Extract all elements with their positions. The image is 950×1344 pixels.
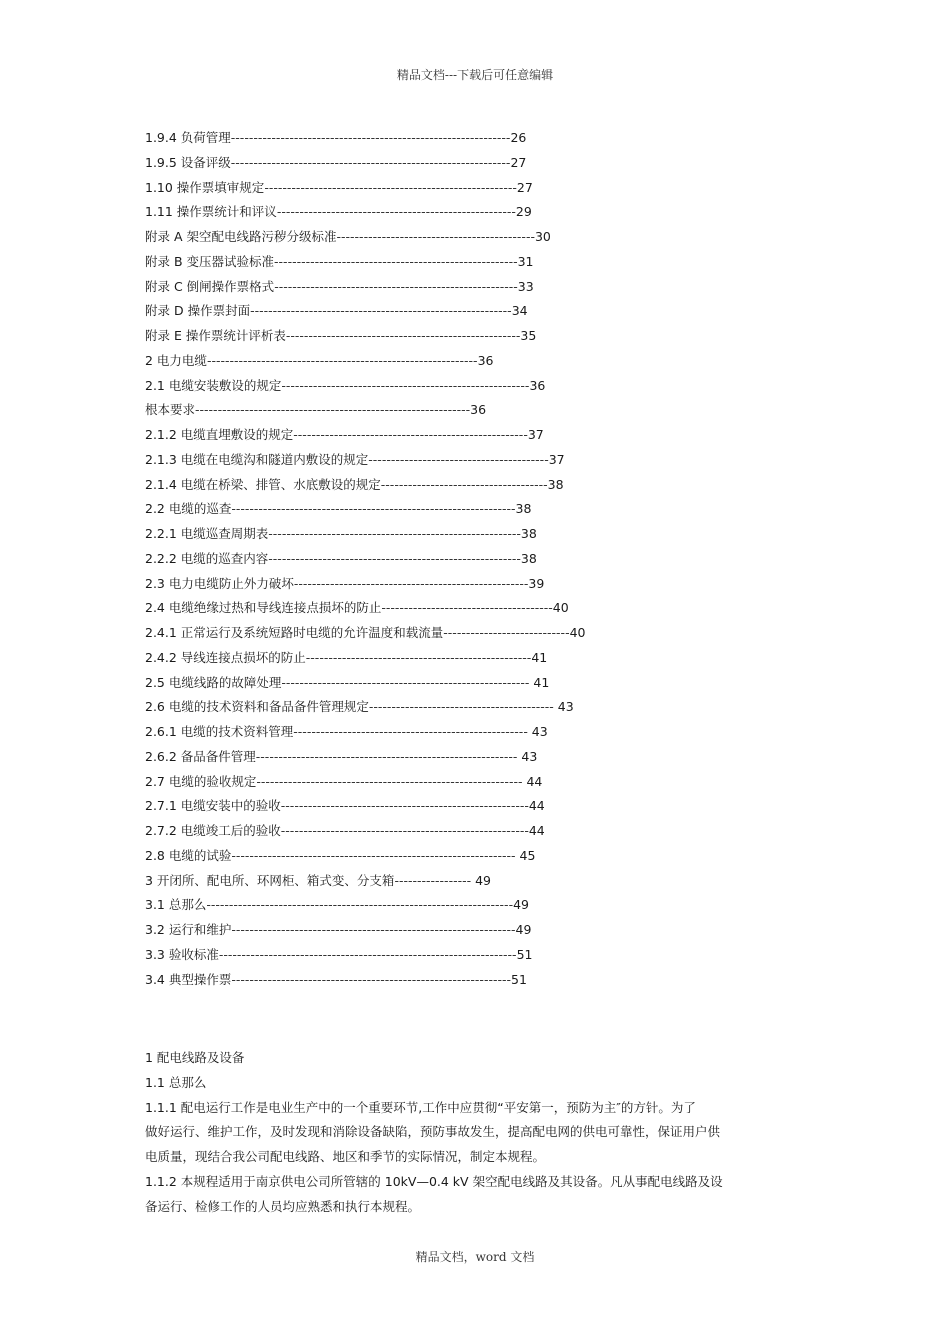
- toc-entry-page: 40: [552, 600, 569, 616]
- toc-entry-page: 43: [527, 724, 548, 739]
- toc-entry-page: 45: [515, 847, 536, 863]
- toc-entry-label: 2.7.2 电缆竣工后的验收: [145, 823, 281, 838]
- toc-entry: [145, 126, 745, 151]
- toc-entry-label: 3.1 总那么: [145, 897, 207, 913]
- toc-entry-label: 附录 A 架空配电线路污秽分级标准: [145, 229, 337, 244]
- toc-leader-dashes: --------------------------------------------------------------: [231, 971, 512, 987]
- toc-leader-dashes: ----------------------------: [443, 625, 570, 640]
- toc-entry-label: 1.9.4 负荷管理: [145, 130, 231, 145]
- page-footer: 精品文档，word 文档: [415, 1250, 535, 1264]
- toc-entry: [145, 844, 745, 869]
- toc-entry: [145, 794, 745, 819]
- toc-entry-label: 2.1.3 电缆在电缆沟和隧道内敷设的规定: [145, 451, 369, 467]
- toc-entry-page: 43: [553, 699, 574, 715]
- toc-entry: [145, 547, 745, 572]
- toc-entry-page: 49: [471, 872, 492, 888]
- toc-entry-page: 51: [511, 971, 527, 987]
- toc-entry-page: 44: [522, 773, 543, 789]
- toc-entry-page: 51: [516, 946, 533, 962]
- toc-entry: [145, 621, 745, 646]
- toc-entry-page: 36: [470, 402, 487, 418]
- toc-entry: [145, 893, 745, 918]
- toc-entry: [145, 374, 745, 399]
- toc-entry-label: 2.1 电缆安装敷设的规定: [145, 377, 282, 393]
- toc-leader-dashes: -------------------------------------------------------: [281, 377, 530, 393]
- toc-entry-page: 43: [517, 748, 538, 764]
- toc-entry-page: 31: [517, 253, 534, 269]
- toc-entry-label: 根本要求: [145, 402, 196, 418]
- toc-entry-page: 49: [513, 897, 529, 913]
- toc-entry-label: 2.4.2 导线连接点损坏的防止: [145, 649, 306, 665]
- toc-leader-dashes: ----------------------------------------------------: [285, 328, 521, 343]
- toc-leader-dashes: ------------------------------------------------------: [274, 253, 518, 269]
- toc-entry-label: 3 开闭所、配电所、环网柜、箱式变、分支箱: [145, 872, 395, 888]
- toc-leader-dashes: -----------------------------------------: [368, 699, 554, 715]
- toc-leader-dashes: --------------------------------------------------------: [264, 179, 517, 195]
- toc-entry-label: 1.11 操作票统计和评议: [145, 204, 277, 220]
- toc-entry-page: 27: [516, 179, 533, 195]
- toc-leader-dashes: -------------------------------------------------------: [280, 798, 529, 814]
- toc-leader-dashes: -----------------------------------------------------------: [256, 773, 523, 789]
- body-line: 备运行、检修工作的人员均应熟悉和执行本规程。: [145, 1198, 421, 1214]
- toc-entry: [145, 819, 745, 844]
- toc-entry-page: 39: [528, 575, 545, 591]
- toc-entry-page: 38: [520, 550, 537, 566]
- toc-leader-dashes: --------------------------------------: [381, 600, 553, 616]
- toc-leader-dashes: --------------------------------------------------------: [268, 550, 521, 566]
- toc-entry-page: 38: [520, 526, 537, 541]
- body-line: 1.1.2 本规程适用于南京供电公司所管辖的 10kV—0.4 kV 架空配电线路及其设备。凡从事配电线路及设: [145, 1173, 723, 1189]
- toc-entry: [145, 671, 745, 696]
- page-header: 精品文档---下载后可任意编辑: [396, 68, 554, 82]
- toc-entry: [145, 423, 745, 448]
- toc-entry-page: 38: [547, 476, 564, 492]
- toc-entry: [145, 745, 745, 770]
- toc-leader-dashes: --------------------------------------------------: [305, 649, 532, 665]
- toc-entry-label: 2.8 电缆的试验: [145, 847, 232, 863]
- toc-leader-dashes: ---------------------------------------------------------------: [231, 847, 516, 863]
- toc-entry-label: 3.2 运行和维护: [145, 922, 232, 937]
- toc-entry-label: 1.10 操作票填审规定: [145, 179, 265, 195]
- toc-entry-label: 2.6 电缆的技术资料和备品备件管理规定: [145, 699, 369, 715]
- toc-entry-label: 2.1.2 电缆直埋敷设的规定: [145, 427, 294, 442]
- toc-leader-dashes: ---------------------------------------------------------------: [231, 501, 516, 517]
- toc-entry-label: 2.4.1 正常运行及系统短路时电缆的允许温度和载流量: [145, 625, 444, 640]
- toc-leader-dashes: ------------------------------------------------------: [274, 278, 518, 294]
- toc-entry-page: 49: [515, 922, 532, 937]
- toc-leader-dashes: --------------------------------------------------------------: [230, 154, 511, 170]
- toc-leader-dashes: ------------------------------------------------------------: [206, 352, 478, 368]
- toc-entry-page: 36: [529, 377, 546, 393]
- toc-leader-dashes: -------------------------------------------------------: [280, 823, 529, 838]
- toc-leader-dashes: ------------------------------------------------------------------: [218, 946, 517, 962]
- toc-entry: [145, 943, 745, 968]
- toc-entry-label: 2.5 电缆线路的故障处理: [145, 674, 282, 690]
- toc-entry-label: 2.6.2 备品备件管理: [145, 748, 256, 764]
- toc-leader-dashes: --------------------------------------------------------------------: [206, 897, 514, 913]
- toc-entry: [145, 448, 745, 473]
- toc-leader-dashes: ----------------------------------------------------: [293, 427, 528, 442]
- toc-entry: [145, 596, 745, 621]
- toc-leader-dashes: --------------------------------------------------------------: [230, 130, 511, 145]
- toc-entry-page: 37: [548, 451, 565, 467]
- toc-entry-label: 2.7.1 电缆安装中的验收: [145, 798, 281, 814]
- toc-entry-page: 41: [531, 649, 548, 665]
- toc-leader-dashes: ----------------------------------------------------: [293, 575, 529, 591]
- body-line: 1.1.1 配电运行工作是电业生产中的一个重要环节,工作中应贯彻“平安第一，预防为主″的方针。为了: [145, 1099, 696, 1115]
- toc-entry: [145, 275, 745, 300]
- toc-entry-label: 2.4 电缆绝缘过热和导线连接点损坏的防止: [145, 600, 382, 616]
- toc-entry-page: 34: [511, 303, 528, 319]
- body-line: 1 配电线路及设备: [145, 1050, 245, 1065]
- toc-entry: [145, 968, 745, 993]
- toc-entry-page: 44: [528, 798, 545, 814]
- table-of-contents: [145, 126, 745, 992]
- toc-entry-page: 36: [477, 352, 494, 368]
- toc-entry-label: 3.4 典型操作票: [145, 971, 232, 987]
- body-line: 电质量，现结合我公司配电线路、地区和季节的实际情况，制定本规程。: [145, 1149, 546, 1164]
- toc-entry-label: 附录 D 操作票封面: [145, 303, 251, 319]
- toc-leader-dashes: --------------------------------------------------------: [268, 526, 521, 541]
- toc-entry: [145, 151, 745, 176]
- toc-entry-page: 29: [515, 204, 532, 220]
- toc-entry: [145, 324, 745, 349]
- toc-entry-page: 38: [515, 501, 532, 517]
- toc-entry-page: 33: [517, 278, 534, 294]
- toc-entry-label: 2.2 电缆的巡查: [145, 501, 232, 517]
- toc-entry-label: 1.9.5 设备评级: [145, 154, 231, 170]
- toc-entry: [145, 398, 745, 423]
- toc-leader-dashes: ----------------------------------------: [368, 451, 549, 467]
- toc-entry-label: 2.1.4 电缆在桥梁、排管、水底敷设的规定: [145, 476, 381, 492]
- toc-entry-page: 44: [528, 823, 545, 838]
- toc-entry: [145, 869, 745, 894]
- toc-entry: [145, 572, 745, 597]
- toc-leader-dashes: ----------------------------------------------------------: [250, 303, 512, 319]
- body-line: 做好运行、维护工作，及时发现和消除设备缺陷，预防事故发生，提高配电网的供电可靠性，保证用户供: [145, 1124, 721, 1140]
- toc-leader-dashes: ----------------------------------------------------------: [255, 748, 518, 764]
- toc-entry: [145, 250, 745, 275]
- toc-entry-page: 40: [569, 625, 586, 640]
- toc-entry: [145, 349, 745, 374]
- toc-entry-label: 附录 E 操作票统计评析表: [145, 328, 286, 343]
- toc-leader-dashes: -----------------------------------------------------: [276, 204, 516, 220]
- toc-entry-page: 26: [510, 130, 527, 145]
- toc-entry-label: 2.2.2 电缆的巡查内容: [145, 550, 269, 566]
- toc-entry: [145, 473, 745, 498]
- toc-entry-label: 2.6.1 电缆的技术资料管理: [145, 724, 294, 739]
- toc-entry-label: 2.7 电缆的验收规定: [145, 773, 257, 789]
- toc-entry: [145, 695, 745, 720]
- toc-entry-label: 附录 C 倒闸操作票格式: [145, 278, 275, 294]
- toc-entry: [145, 918, 745, 943]
- toc-entry: [145, 720, 745, 745]
- toc-entry: [145, 497, 745, 522]
- toc-leader-dashes: -------------------------------------------------------------: [195, 402, 471, 418]
- toc-leader-dashes: -----------------: [394, 872, 472, 888]
- toc-entry-page: 41: [529, 674, 550, 690]
- toc-entry: [145, 200, 745, 225]
- toc-entry-page: 27: [510, 154, 527, 170]
- body-text: [145, 1046, 810, 1219]
- toc-entry: [145, 522, 745, 547]
- toc-entry: [145, 225, 745, 250]
- toc-leader-dashes: ----------------------------------------------------: [293, 724, 528, 739]
- toc-entry-label: 2 电力电缆: [145, 352, 207, 368]
- toc-entry: [145, 770, 745, 795]
- toc-entry-label: 2.3 电力电缆防止外力破坏: [145, 575, 294, 591]
- body-line: 1.1 总那么: [145, 1074, 207, 1090]
- toc-leader-dashes: ---------------------------------------------------------------: [231, 922, 516, 937]
- toc-entry-label: 2.2.1 电缆巡查周期表: [145, 526, 269, 541]
- toc-entry-page: 37: [527, 427, 544, 442]
- toc-leader-dashes: --------------------------------------------: [336, 229, 535, 244]
- toc-entry-label: 附录 B 变压器试验标准: [145, 253, 275, 269]
- toc-entry-page: 35: [520, 328, 537, 343]
- toc-leader-dashes: -------------------------------------: [380, 476, 548, 492]
- toc-entry: [145, 299, 745, 324]
- toc-entry: [145, 176, 745, 201]
- toc-leader-dashes: -------------------------------------------------------: [281, 674, 530, 690]
- toc-entry: [145, 646, 745, 671]
- toc-entry-page: 30: [534, 229, 551, 244]
- toc-entry-label: 3.3 验收标准: [145, 946, 219, 962]
